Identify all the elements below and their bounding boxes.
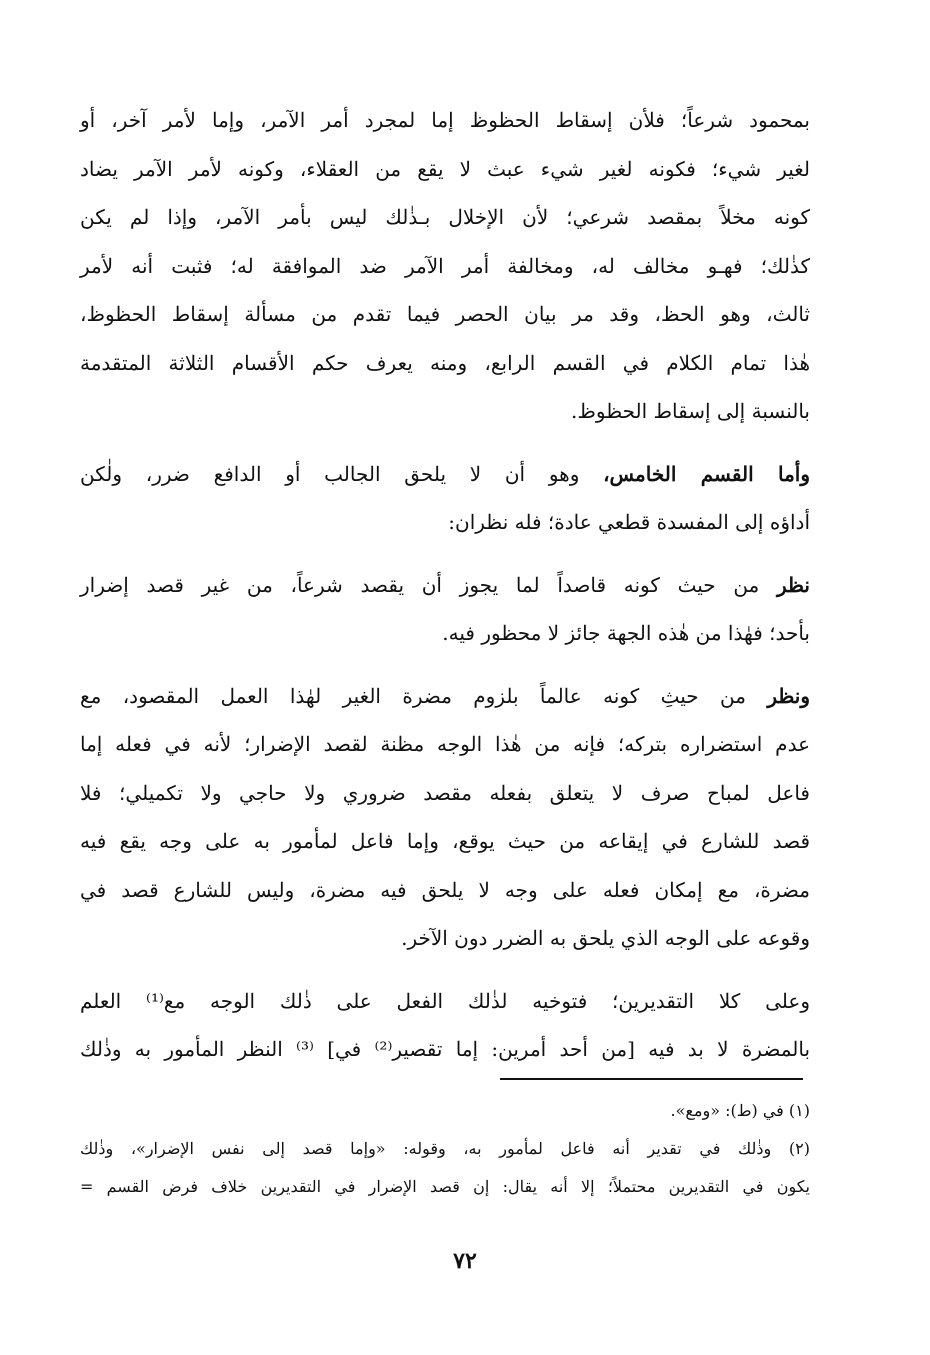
paragraph-3: [80, 561, 810, 658]
main-text: [80, 96, 810, 1074]
paragraph-1: [80, 96, 810, 436]
text-line: مضرة، مع إمكان فعله على وجه لا يلحق فيه مضرة، وليس للشارع قصد في: [80, 877, 810, 902]
text-line: لغير شيء؛ فكونه لغير شيء عبث لا يقع من العقلاء، وكونه لأمر الآمر يضاد: [80, 156, 810, 181]
text-line: أداؤه إلى المفسدة قطعي عادة؛ فله نظران:: [448, 510, 810, 534]
text-line: بأحد؛ فهٰذا من هٰذه الجهة جائز لا محظور فيه.: [442, 621, 810, 645]
paragraph-gap: [80, 436, 810, 450]
paragraph-5: [80, 977, 810, 1074]
paragraph-4: [80, 672, 810, 963]
text-line: بالنسبة إلى إسقاط الحظوظ.: [571, 399, 810, 423]
lead-word: نظر: [776, 572, 810, 597]
paragraph-gap: [80, 963, 810, 977]
text-line: [80, 561, 810, 610]
text-line: كونه مخلاً بمقصد شرعي؛ لأن الإخلال بـذٰلك ليس بأمر الآمر، وإذا لم يكن: [80, 205, 810, 229]
page-number: ٧٢: [453, 1248, 477, 1274]
paragraph-2: [80, 450, 810, 547]
footnote-2: (٢) وذٰلك في تقدير أنه فاعل لمأمور به، وقوله: «وإما قصد إلى نفس الإضرار»، وذٰلك: [80, 1139, 810, 1158]
text-line: بالمضرة لا بد فيه [من أحد أمرين: إما تقصير⁽²⁾ في] ⁽³⁾ النظر المأمور به وذٰلك: [80, 1037, 811, 1061]
text-line: فاعل لمباح صرف لا يتعلق بفعله مقصد ضروري ولا حاجي ولا تكميلي؛ فلا: [80, 780, 810, 805]
text-line: [80, 672, 810, 721]
text-run: من حيثِ كونه عالماً بلزوم مضرة الغير لهٰذا العمل المقصود، مع: [80, 683, 768, 708]
lead-word: ونظر: [767, 683, 810, 708]
text-line: عدم استضراره بتركه؛ فإنه من هٰذا الوجه مظنة لقصد الإضرار؛ لأنه في فعله إما: [80, 732, 810, 756]
text-line: [80, 450, 810, 499]
text-line: وقوعه على الوجه الذي يلحق به الضرر دون الآخر.: [401, 926, 810, 950]
text-run: وهو أن لا يلحق الجالب أو الدافع ضرر، ولٰكن: [80, 461, 604, 486]
text-line: ثالث، وهو الحظ، وقد مر بيان الحصر فيما تقدم من مسألة إسقاط الحظوظ،: [80, 302, 810, 326]
paragraph-gap: [80, 658, 810, 672]
section-heading-inline: وأما القسم الخامس،: [603, 461, 810, 486]
footnote-separator: [500, 1078, 803, 1080]
text-line: كذٰلك؛ فهـو مخالف له، ومخالفة أمر الآمر ضد الموافقة له؛ فثبت أنه لأمر: [80, 253, 810, 278]
footnote-1: (١) في (ط): «ومع».: [670, 1101, 810, 1120]
text-line: وعلى كلا التقديرين؛ فتوخيه لذٰلك الفعل على ذٰلك الوجه مع⁽¹⁾ العلم: [80, 988, 810, 1013]
paragraph-gap: [80, 547, 810, 561]
text-run: من حيث كونه قاصداً لما يجوز أن يقصد شرعاً، من غير قصد إضرار: [80, 572, 777, 597]
text-line: بمحمود شرعاً؛ فلأن إسقاط الحظوظ إما لمجرد أمر الآمر، وإما لأمر آخر، أو: [80, 108, 810, 132]
footnote-2-continued: يكون في التقديرين محتملاً؛ إلا أنه يقال: إن قصد الإضرار في التقديرين خلاف فرض القسم =: [80, 1177, 810, 1196]
footnotes: [80, 1092, 810, 1206]
text-line: قصد للشارع في إيقاعه من حيث يوقع، وإما فاعل لمأمور به على وجه يقع فيه: [80, 829, 810, 853]
text-line: هٰذا تمام الكلام في القسم الرابع، ومنه يعرف حكم الأقسام الثلاثة المتقدمة: [80, 350, 810, 375]
